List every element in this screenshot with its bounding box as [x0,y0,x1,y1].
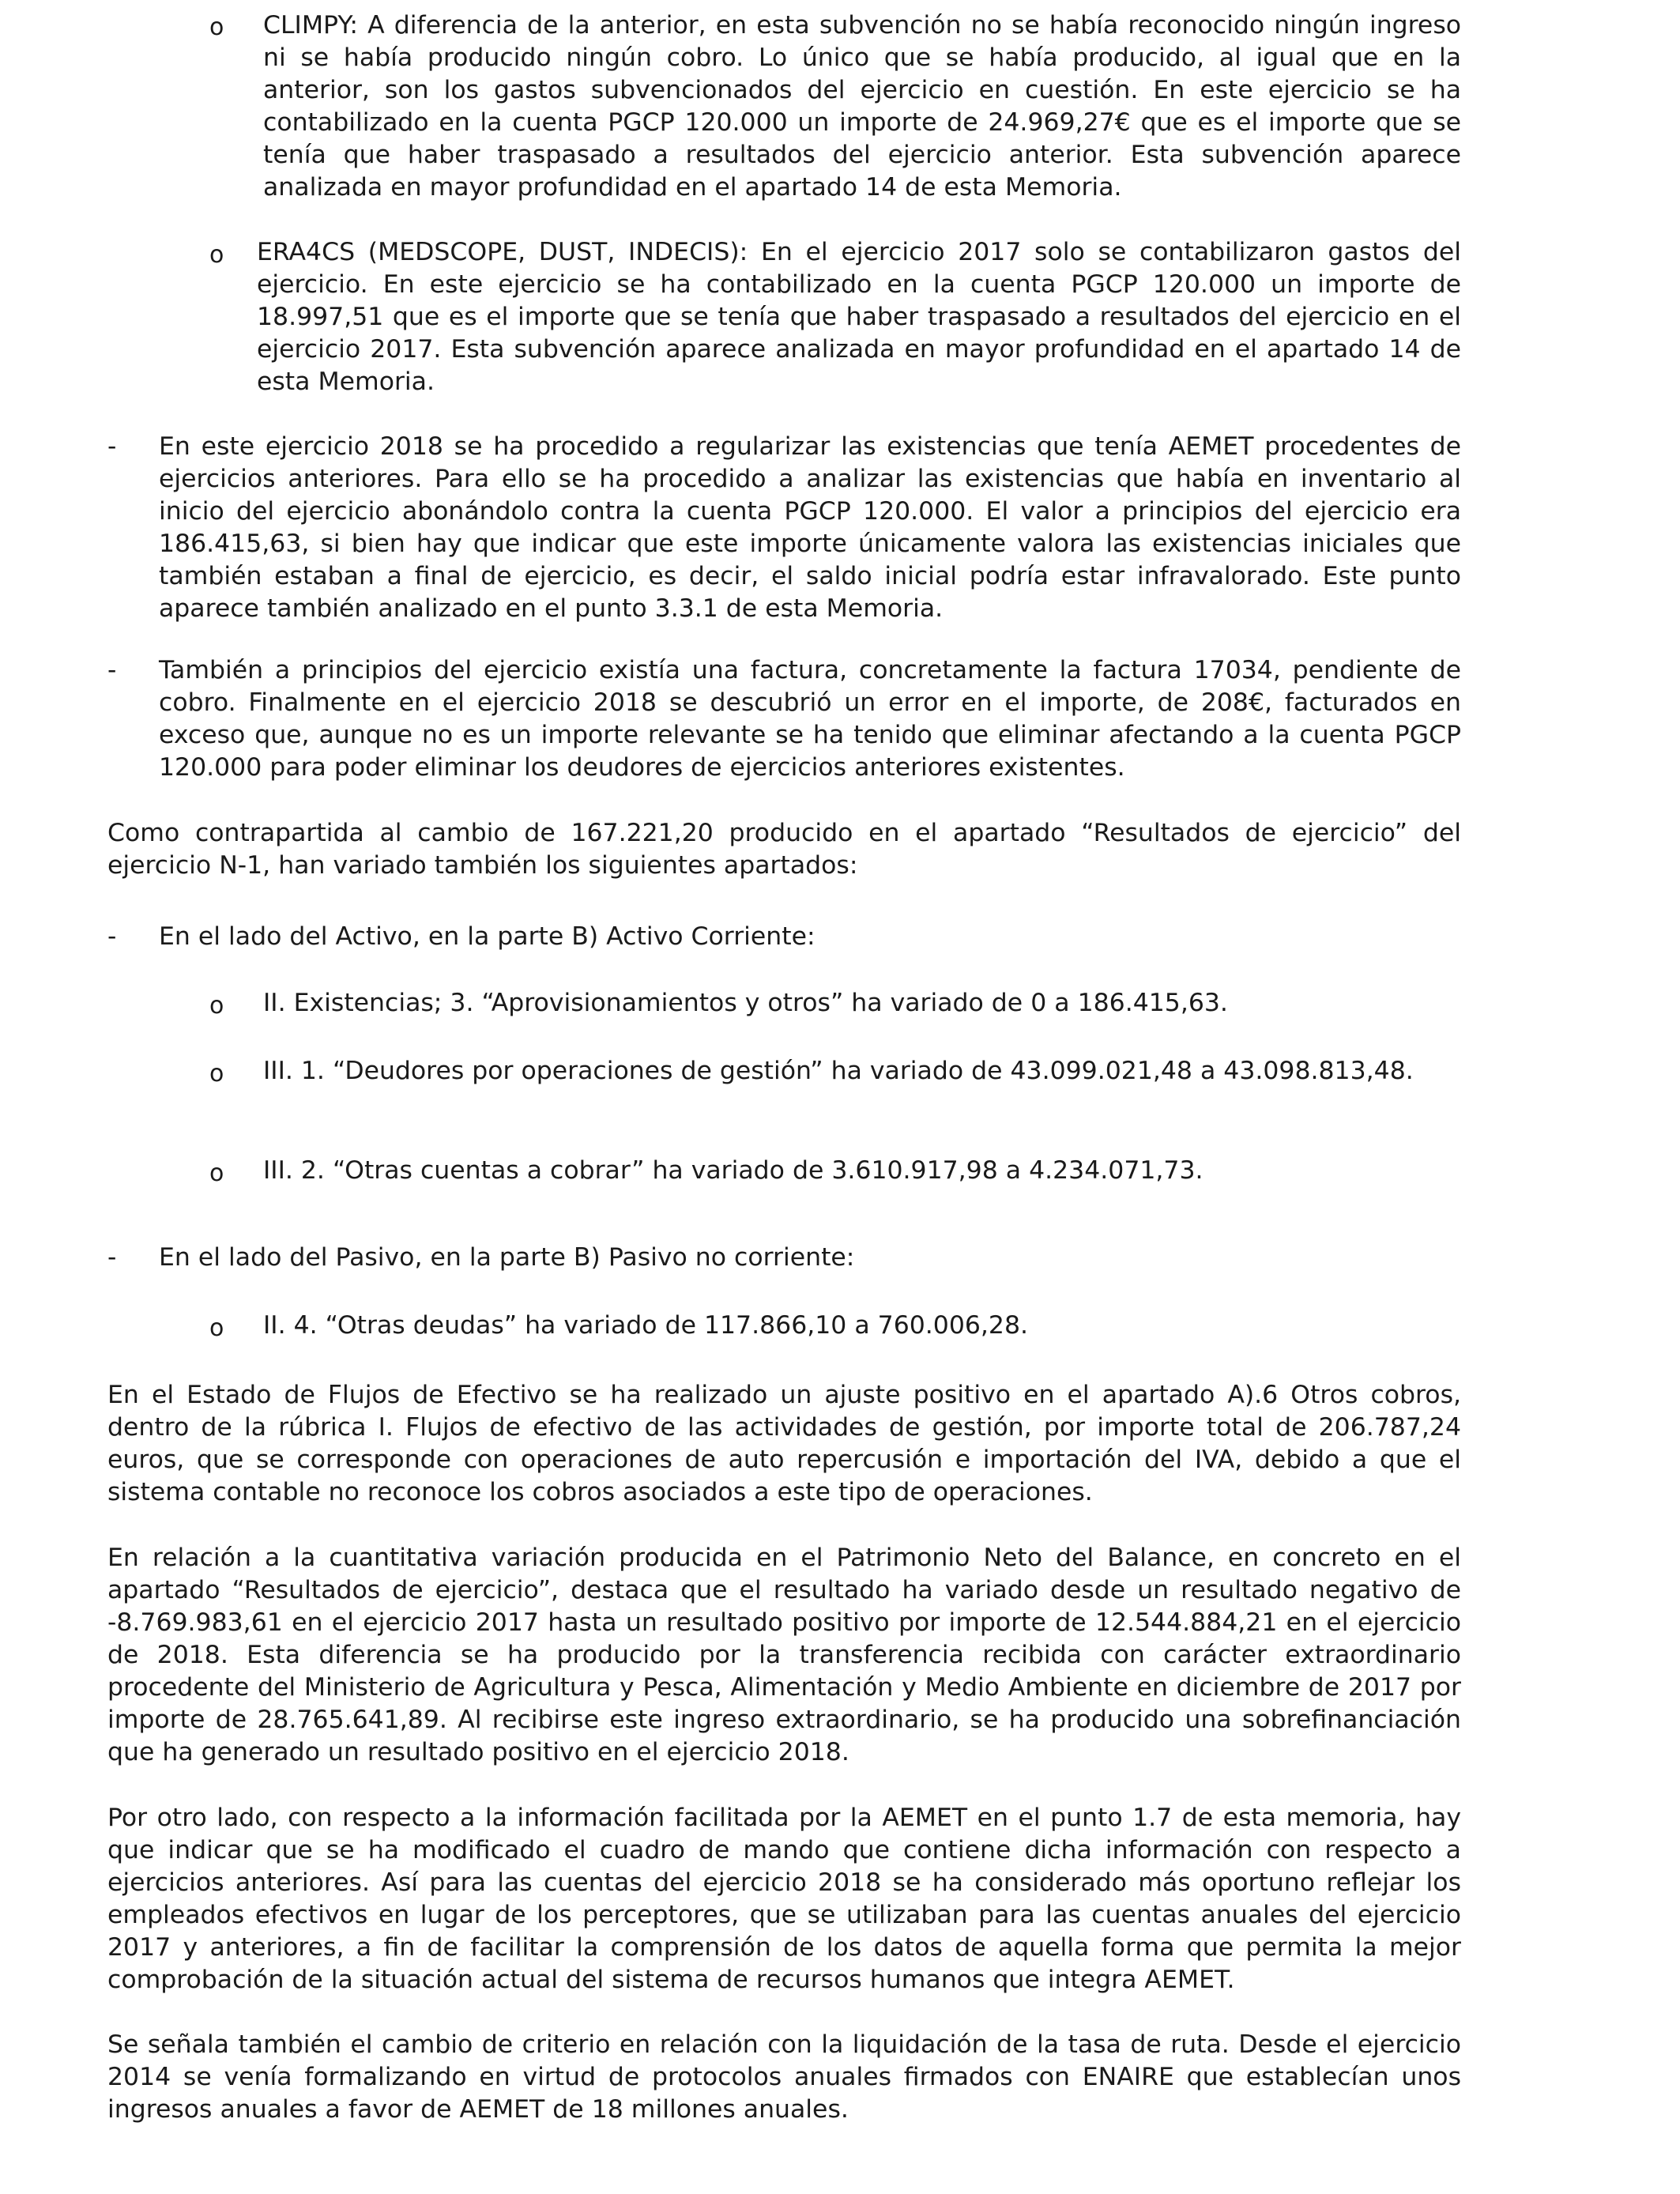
sub-item-era4cs: ERA4CS (MEDSCOPE, DUST, INDECIS): En el ejercicio 2017 solo se contabilizaron gastos del ejercicio. En este ejercicio se ha contabilizado en la cuenta PGCP 120.000 un importe de 18.997,51 que es el importe que se tenía que haber traspasado a resultados del ejercicio en el ejercicio 2017. Esta subvención aparece analizada en mayor profundidad en el apartado 14 de esta Memoria. [257,238,1461,396]
dash-item-factura: También a principios del ejercicio existía una factura, concretamente la factura 17034, pendiente de cobro. Finalmente en el ejercicio 2018 se descubrió un error en el importe, de 208€, facturados en exceso que, aunque no es un importe relevante se ha tenido que eliminar afectando a la cuenta PGCP 120.000 para poder eliminar los deudores de ejercicios anteriores existentes. [159,656,1461,782]
sub-item-climpy: CLIMPY: A diferencia de la anterior, en esta subvención no se había reconocido ningún ingreso ni se había producido ningún cobro. Lo único que se había producido, al igual que en la anterior, son los gastos subvencionados del ejercicio en cuestión. En este ejercicio se ha contabilizado en la cuenta PGCP 120.000 un importe de 24.969,27€ que es el importe que se tenía que haber traspasado a resultados del ejercicio anterior. Esta subvención aparece analizada en mayor profundidad en el apartado 14 de esta Memoria. [263,11,1461,202]
bullet-marker: o [209,1314,224,1342]
dash-marker: - [107,432,117,461]
paragraph-patrimonio-neto: En relación a la cuantitativa variación producida en el Patrimonio Neto del Balance, en concreto en el apartado “Resultados de ejercicio”, destaca que el resultado ha variado desde un resultado negativo de -8.769.983,61 en el ejercicio 2017 hasta un resultado positivo por importe de 12.544.884,21 en el ejercicio de 2018. Esta diferencia se ha producido por la transferencia recibida con carácter extraordinario procedente del Ministerio de Agricultura y Pesca, Alimentación y Medio Ambiente en diciembre de 2017 por importe de 28.765.641,89. Al recibirse este ingreso extraordinario, se ha producido una sobrefinanciación que ha generado un resultado positivo en el ejercicio 2018. [107,1544,1461,1766]
dash-marker: - [107,1243,117,1272]
pasivo-item-otras-deudas: II. 4. “Otras deudas” ha variado de 117.866,10 a 760.006,28. [263,1311,1029,1340]
dash-item-activo: En el lado del Activo, en la parte B) Activo Corriente: [159,922,816,951]
paragraph-informacion-aemet: Por otro lado, con respecto a la información facilitada por la AEMET en el punto 1.7 de esta memoria, hay que indicar que se ha modificado el cuadro de mando que contiene dicha información con respecto a ejercicios anteriores. Así para las cuentas del ejercicio 2018 se ha considerado más oportuno reflejar los empleados efectivos en lugar de los perceptores, que se utilizaban para las cuentas anuales del ejercicio 2017 y anteriores, a fin de facilitar la comprensión de los datos de aquella forma que permita la mejor comprobación de la situación actual del sistema de recursos humanos que integra AEMET. [107,1804,1461,1994]
dash-item-existencias: En este ejercicio 2018 se ha procedido a regularizar las existencias que tenía AEMET procedentes de ejercicios anteriores. Para ello se ha procedido a analizar las existencias que había en inventario al inicio del ejercicio abonándolo contra la cuenta PGCP 120.000. El valor a principios del ejercicio era 186.415,63, si bien hay que indicar que este importe únicamente valora las existencias iniciales que también estaban a final de ejercicio, es decir, el saldo inicial podría estar infravalorado. Este punto aparece también analizado en el punto 3.3.1 de esta Memoria. [159,432,1461,623]
activo-item-otras-cuentas: III. 2. “Otras cuentas a cobrar” ha variado de 3.610.917,98 a 4.234.071,73. [263,1156,1203,1185]
bullet-marker: o [209,13,224,41]
bullet-marker: o [209,992,224,1020]
dash-marker: - [107,656,117,684]
bullet-marker: o [209,241,224,269]
bullet-marker: o [209,1159,224,1187]
paragraph-contrapartida: Como contrapartida al cambio de 167.221,20 producido en el apartado “Resultados de ejercicio” del ejercicio N-1, han variado también los siguientes apartados: [107,819,1461,880]
paragraph-tasa-ruta: Se señala también el cambio de criterio en relación con la liquidación de la tasa de ruta. Desde el ejercicio 2014 se venía formalizando en virtud de protocolos anuales firmados con ENAIRE que establecían unos ingresos anuales a favor de AEMET de 18 millones anuales. [107,2030,1461,2124]
dash-item-pasivo: En el lado del Pasivo, en la parte B) Pasivo no corriente: [159,1243,855,1272]
bullet-marker: o [209,1060,224,1088]
dash-marker: - [107,922,117,951]
activo-item-deudores: III. 1. “Deudores por operaciones de gestión” ha variado de 43.099.021,48 a 43.098.813,48. [263,1057,1414,1085]
paragraph-flujos-efectivo: En el Estado de Flujos de Efectivo se ha realizado un ajuste positivo en el apartado A).6 Otros cobros, dentro de la rúbrica I. Flujos de efectivo de las actividades de gestión, por importe total de 206.787,24 euros, que se corresponde con operaciones de auto repercusión e importación del IVA, debido a que el sistema contable no reconoce los cobros asociados a este tipo de operaciones. [107,1381,1461,1506]
activo-item-existencias: II. Existencias; 3. “Aprovisionamientos y otros” ha variado de 0 a 186.415,63. [263,989,1228,1017]
